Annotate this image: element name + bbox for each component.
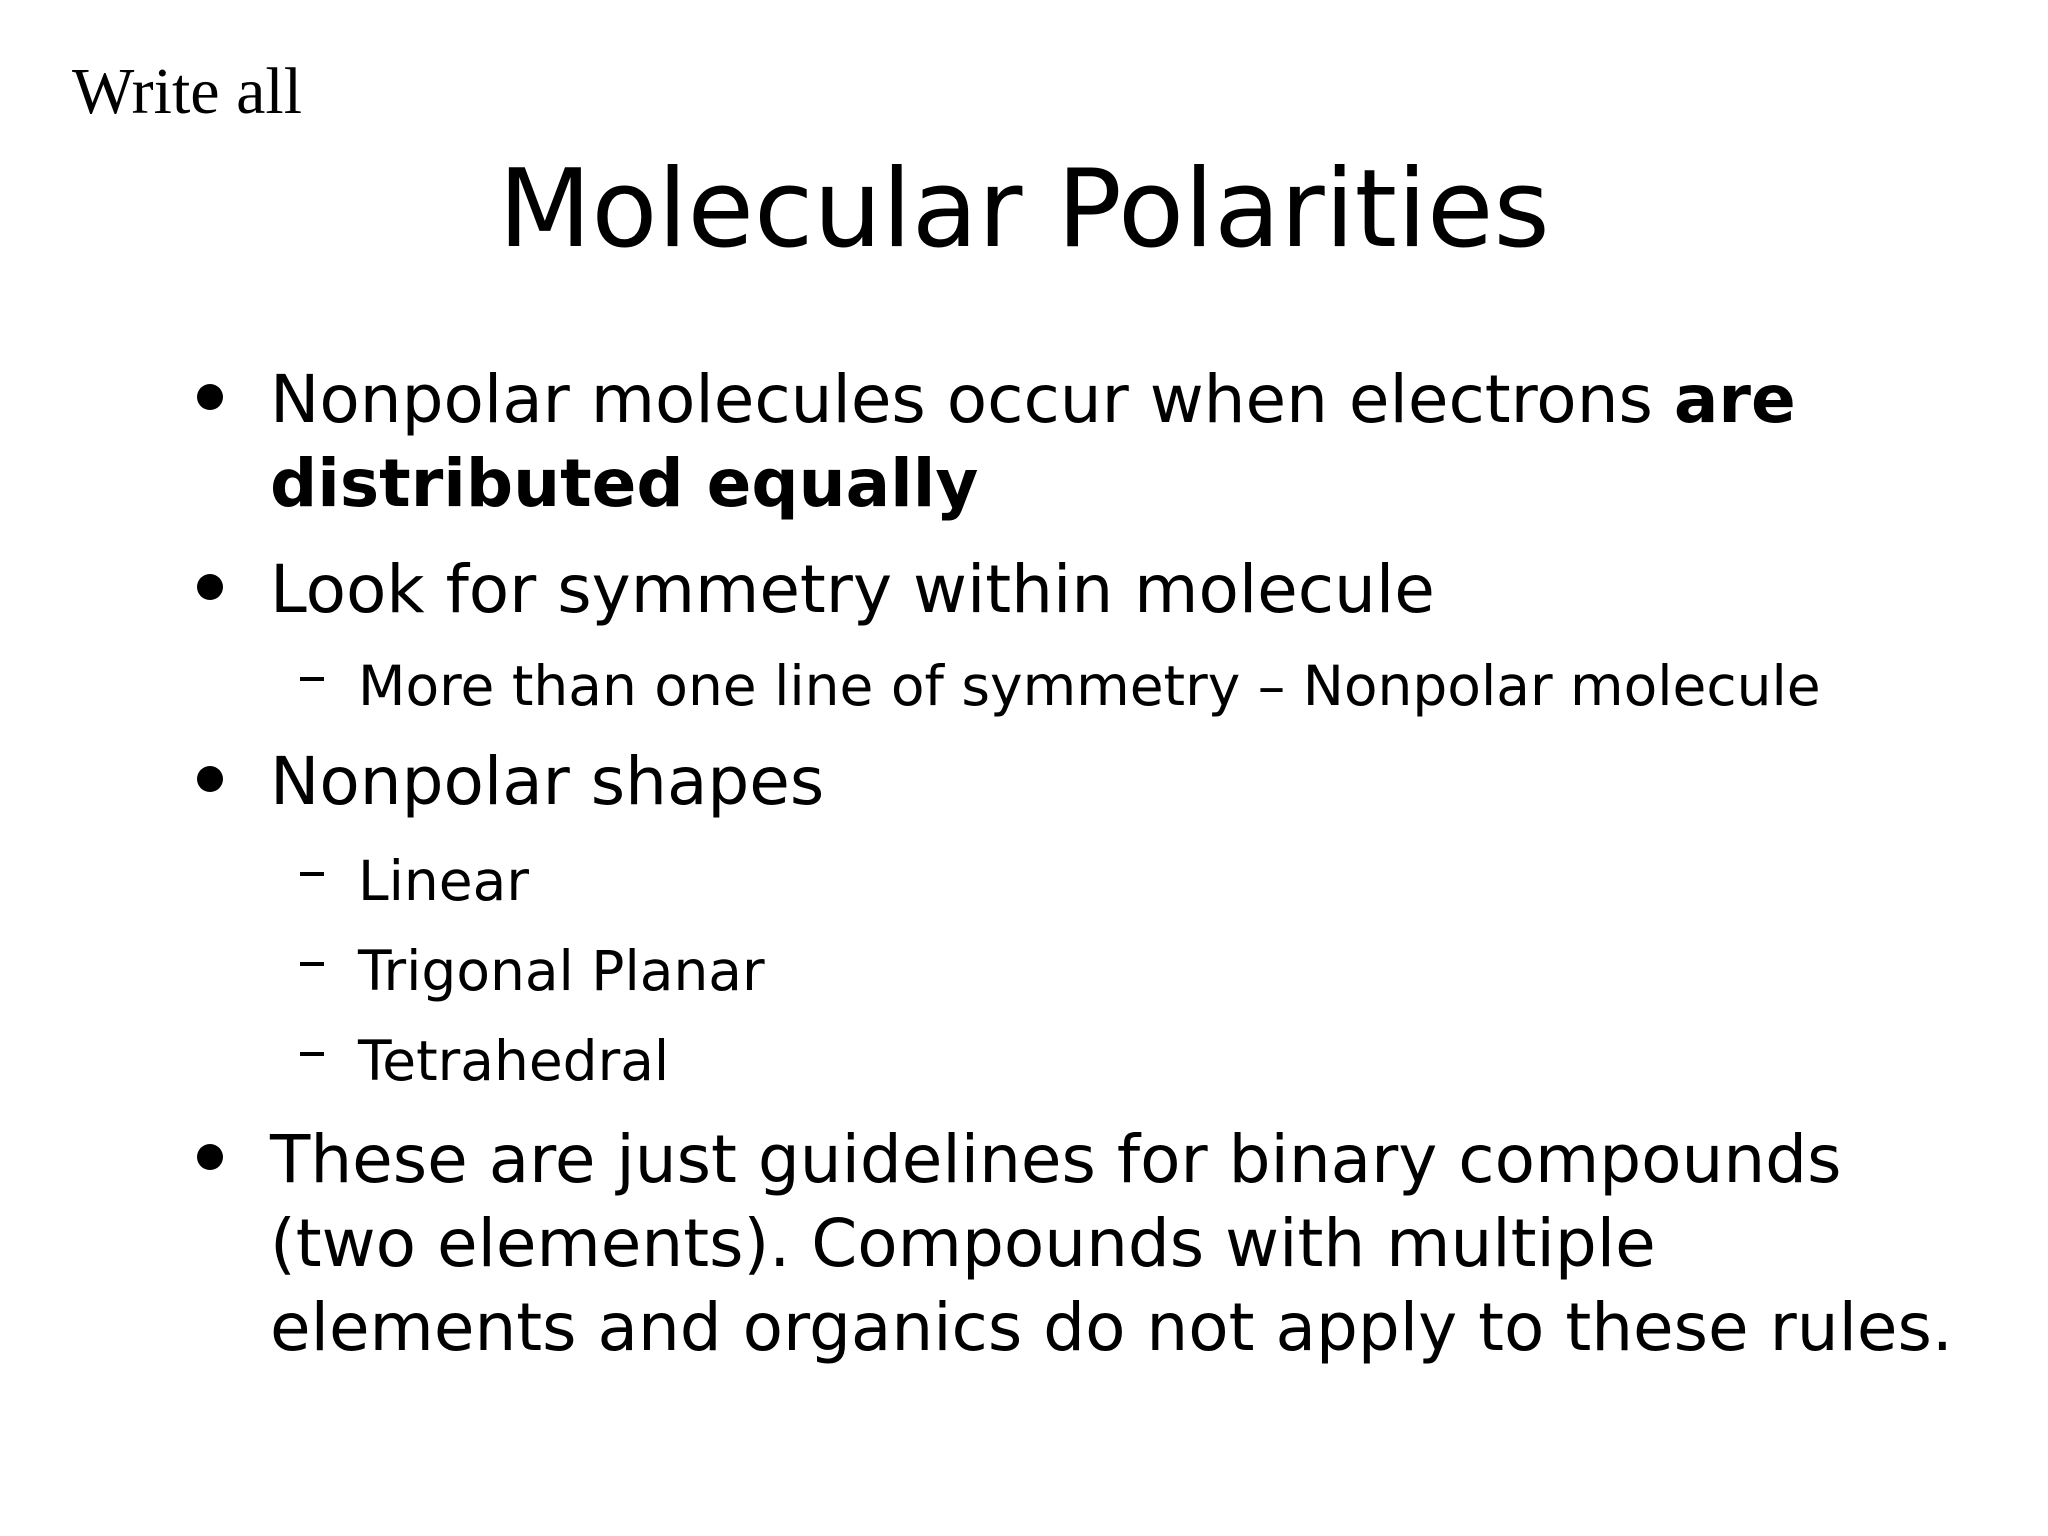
dash-icon [300,962,324,966]
bullet-1-line-2 [270,442,1910,526]
bullet-1-bold-continuation: distributed equally [270,445,979,522]
bullet-2-text: Look for symmetry within molecule [270,551,1435,628]
bullet-4-line-1: These are just guidelines for binary compounds [270,1121,1842,1198]
bullet-3-subitem-1: Linear [358,849,529,913]
bullet-icon [193,758,233,798]
bullet-1-normal-text: Nonpolar molecules occur when electrons [270,361,1674,438]
bullet-1-line-1 [270,358,1910,442]
slide-title: Molecular Polarities [498,147,1550,272]
bullet-4-line-2: (two elements). Compounds with multiple [270,1205,1656,1282]
bullet-icon [193,376,233,416]
bullet-3-text: Nonpolar shapes [270,743,825,820]
bullet-icon [193,1136,233,1176]
bullet-icon [193,566,233,606]
bullet-4-line-3: elements and organics do not apply to these rules. [270,1289,1953,1366]
dash-icon [300,1052,324,1056]
dash-icon [300,872,324,876]
bullet-3-subitem-3: Tetrahedral [358,1029,670,1093]
dash-icon [300,677,324,681]
bullet-1-bold-text: are [1673,361,1796,438]
handwritten-note: Write all [72,55,303,128]
bullet-2-subitem-1: More than one line of symmetry – Nonpolar molecule [358,654,1821,718]
bullet-3-subitem-2: Trigonal Planar [358,939,765,1003]
